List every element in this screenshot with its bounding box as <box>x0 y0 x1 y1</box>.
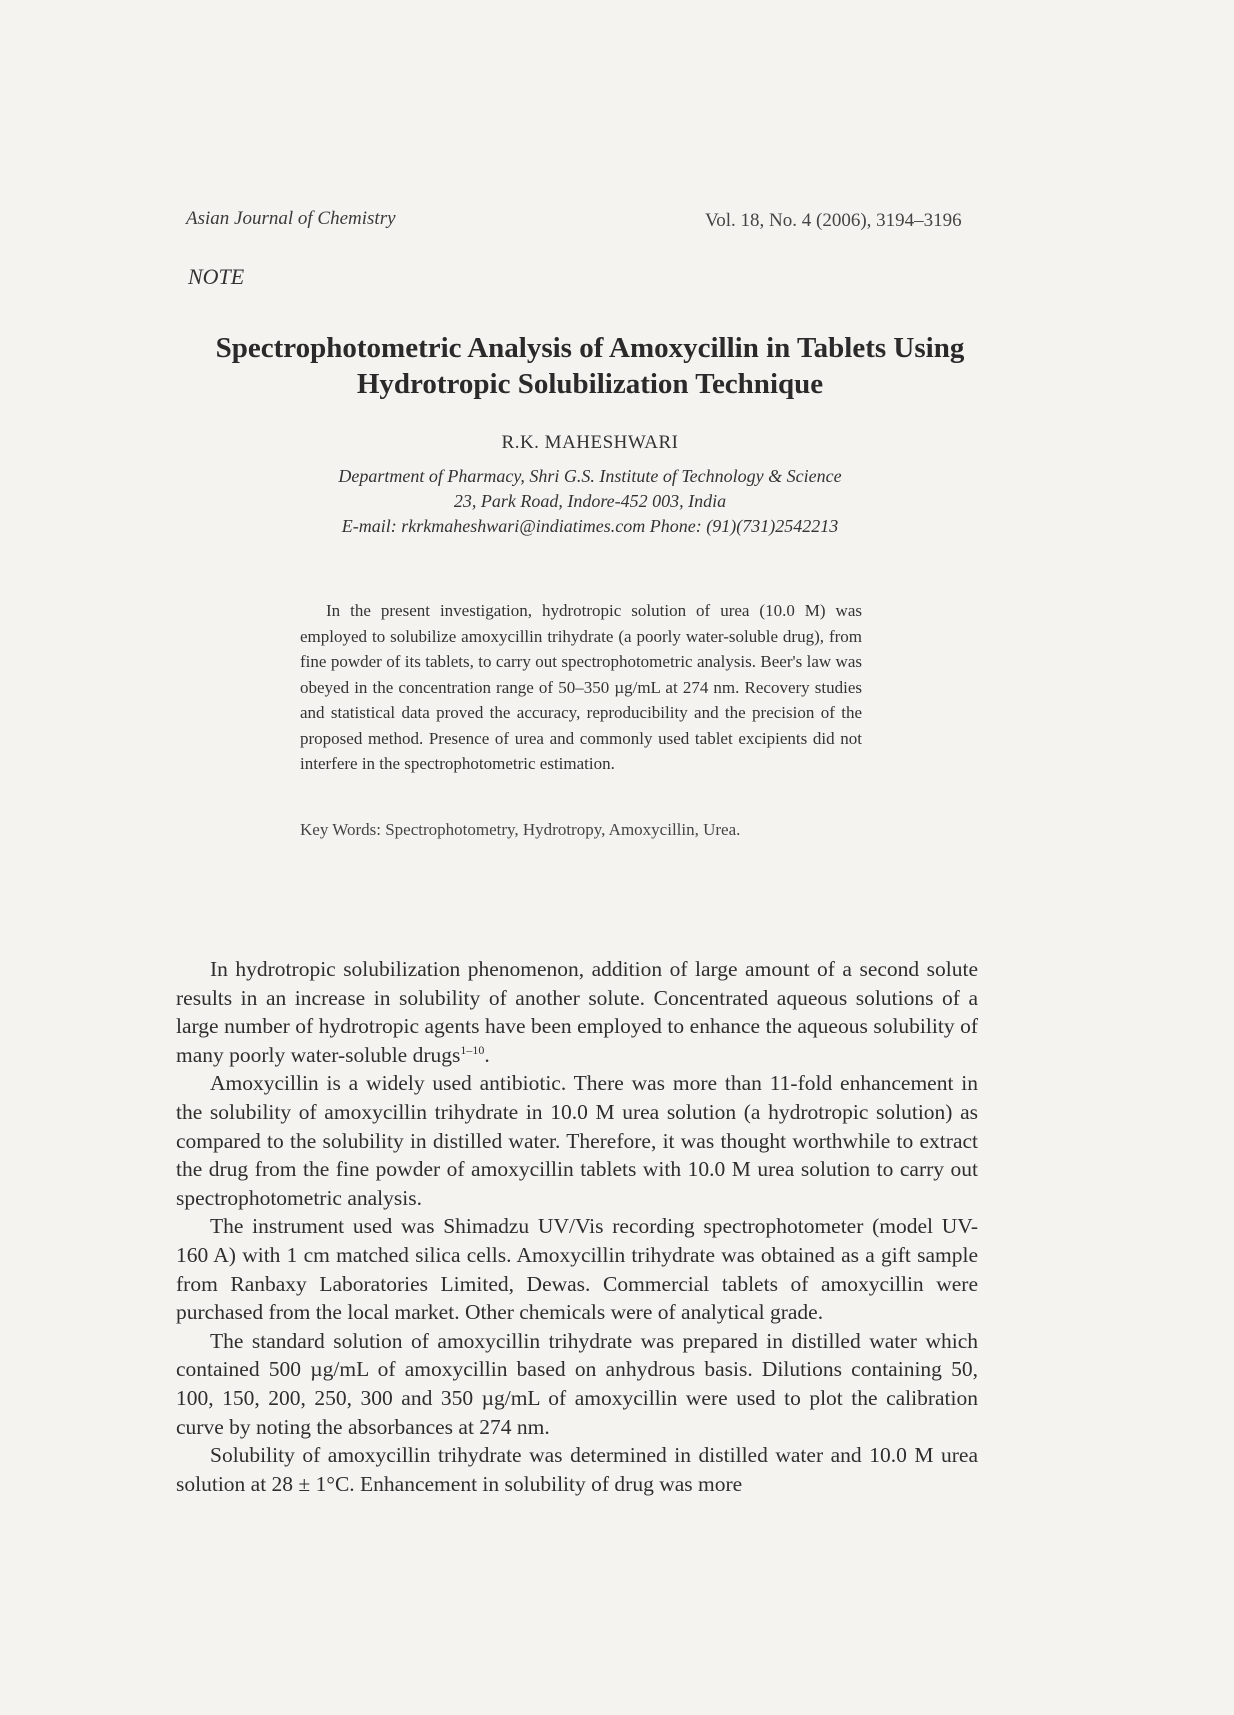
paragraph-4: The standard solution of amoxycillin trihydrate was prepared in distilled water which contained 500 µg/mL of amoxycillin based on anhydrous basis. Dilutions containing 50, 100, 150, 200, 250, 300 and 350 µg/mL of amoxycillin were used to plot the calibration curve by noting the absorbances at 274 nm. <box>176 1328 978 1439</box>
affiliation-line-3: E-mail: rkrkmaheshwari@indiatimes.com Phone: (91)(731)2542213 <box>341 516 839 536</box>
reference-superscript: 1–10 <box>460 1042 485 1057</box>
section-label: NOTE <box>188 264 245 289</box>
author-name: R.K. MAHESHWARI <box>501 432 679 453</box>
affiliation-line-1: Department of Pharmacy, Shri G.S. Institute of Technology & Science <box>338 466 842 486</box>
body-text <box>176 955 978 1498</box>
paper-title <box>180 330 1000 402</box>
paragraph-3: The instrument used was Shimadzu UV/Vis recording spectrophotometer (model UV-160 A) with 1 cm matched silica cells. Amoxycillin trihydrate was obtained as a gift sample from Ranbaxy Laboratories Limited, Dewas. Commercial tablets of amoxycillin were purchased from the local market. Other chemicals were of analytical grade. <box>176 1214 978 1325</box>
title-line-1: Spectrophotometric Analysis of Amoxycillin in Tablets Using <box>215 332 965 364</box>
paragraph-2: Amoxycillin is a widely used antibiotic. There was more than 11-fold enhancement in the solubility of amoxycillin trihydrate in 10.0 M urea solution (a hydrotropic solution) as compared to the solubility in distilled water. Therefore, it was thought worthwhile to extract the drug from the fine powder of amoxycillin tablets with 10.0 M urea solution to carry out spectrophotometric analysis. <box>176 1071 978 1210</box>
journal-name: Asian Journal of Chemistry <box>186 208 396 229</box>
volume-info: Vol. 18, No. 4 (2006), 3194–3196 <box>705 210 962 231</box>
abstract: In the present investigation, hydrotropic solution of urea (10.0 M) was employed to solubilize amoxycillin trihydrate (a poorly water-soluble drug), from fine powder of its tablets, to carry out spectrophotometric analysis. Beer's law was obeyed in the concentration range of 50–350 µg/mL at 274 nm. Recovery studies and statistical data proved the accuracy, reproducibility and the precision of the proposed method. Presence of urea and commonly used tablet excipients did not interfere in the spectrophotometric estimation. <box>300 601 862 773</box>
paragraph-1-end: . <box>484 1042 490 1067</box>
paragraph-1-text: In hydrotropic solubilization phenomenon, addition of large amount of a second solute results in an increase in solubility of another solute. Concentrated aqueous solutions of a large number of hydrotropic agents have been employed to enhance the aqueous solubility of many poorly water-soluble drugs <box>176 957 978 1067</box>
title-line-2: Hydrotropic Solubilization Technique <box>356 368 824 400</box>
paragraph-1 <box>176 955 978 1069</box>
affiliation-line-2: 23, Park Road, Indore-452 003, India <box>453 491 727 511</box>
paragraph-5: Solubility of amoxycillin trihydrate was determined in distilled water and 10.0 M urea solution at 28 ± 1°C. Enhancement in solubility of drug was more <box>176 1443 978 1496</box>
keywords: Key Words: Spectrophotometry, Hydrotropy, Amoxycillin, Urea. <box>300 820 741 839</box>
affiliation <box>180 464 1000 539</box>
